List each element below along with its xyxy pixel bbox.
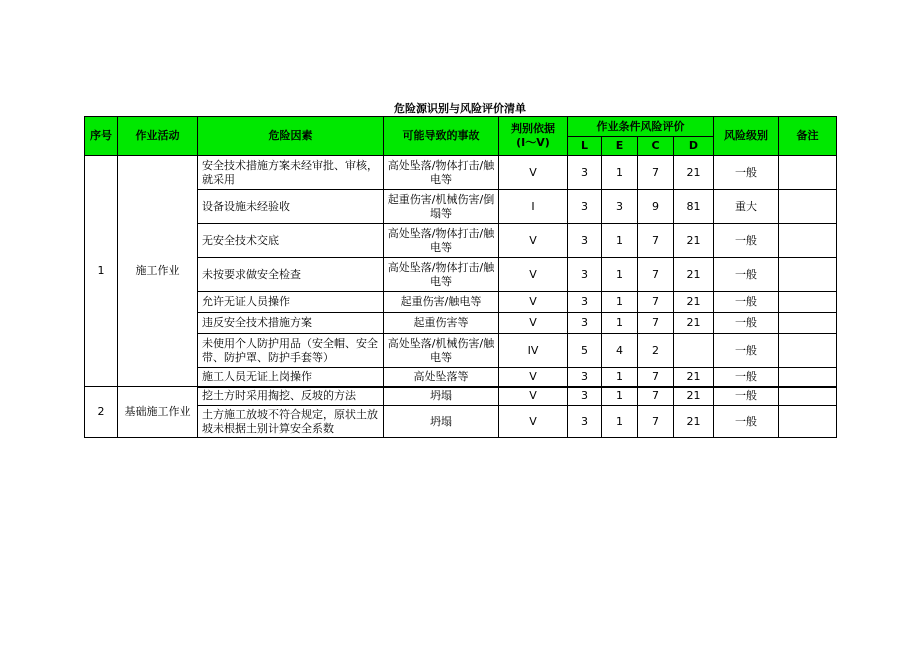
cell-D: 21 — [674, 387, 714, 406]
table-row — [85, 156, 837, 190]
header-level: 风险级别 — [714, 117, 779, 156]
cell-accident: 坍塌 — [384, 387, 499, 406]
cell-C: 7 — [638, 387, 674, 406]
cell-D: 21 — [674, 224, 714, 258]
cell-C: 2 — [638, 334, 674, 368]
cell-C: 7 — [638, 224, 674, 258]
cell-hazard: 无安全技术交底 — [198, 224, 384, 258]
table-row — [85, 292, 837, 313]
cell-level: 一般 — [714, 368, 779, 387]
cell-level: 一般 — [714, 387, 779, 406]
cell-hazard: 施工人员无证上岗操作 — [198, 368, 384, 387]
header-L: L — [568, 137, 602, 156]
cell-hazard: 土方施工放坡不符合规定，原状土放坡未根据土别计算安全系数 — [198, 406, 384, 438]
cell-basis: V — [499, 292, 568, 313]
cell-hazard: 挖土方时采用掏挖、反坡的方法 — [198, 387, 384, 406]
cell-basis: V — [499, 368, 568, 387]
cell-E: 4 — [602, 334, 638, 368]
cell-level: 一般 — [714, 406, 779, 438]
cell-level: 一般 — [714, 258, 779, 292]
header-conditions: 作业条件风险评价 — [568, 117, 714, 137]
page-title: 危险源识别与风险评价清单 — [394, 102, 526, 115]
cell-basis: V — [499, 156, 568, 190]
cell-D: 21 — [674, 258, 714, 292]
cell-E: 3 — [602, 190, 638, 224]
cell-remark — [779, 406, 837, 438]
cell-basis: I — [499, 190, 568, 224]
cell-D: 21 — [674, 313, 714, 334]
cell-basis: V — [499, 406, 568, 438]
cell-remark — [779, 156, 837, 190]
cell-remark — [779, 313, 837, 334]
header-D: D — [674, 137, 714, 156]
cell-level: 一般 — [714, 292, 779, 313]
table-row — [85, 406, 837, 438]
table-row — [85, 313, 837, 334]
cell-accident: 坍塌 — [384, 406, 499, 438]
header-basis-label: 判别依据 — [511, 122, 555, 135]
header-basis-range: (I～V) — [516, 136, 550, 149]
cell-L: 3 — [568, 313, 602, 334]
cell-E: 1 — [602, 258, 638, 292]
cell-C: 9 — [638, 190, 674, 224]
cell-L: 3 — [568, 368, 602, 387]
cell-seq: 1 — [85, 156, 118, 387]
cell-E: 1 — [602, 313, 638, 334]
cell-accident: 高处坠落/物体打击/触电等 — [384, 224, 499, 258]
cell-level: 重大 — [714, 190, 779, 224]
cell-D — [674, 334, 714, 368]
header-remark: 备注 — [779, 117, 837, 156]
cell-C: 7 — [638, 258, 674, 292]
cell-D: 21 — [674, 406, 714, 438]
header-E: E — [602, 137, 638, 156]
cell-D: 81 — [674, 190, 714, 224]
header-hazard: 危险因素 — [198, 117, 384, 156]
cell-remark — [779, 387, 837, 406]
cell-hazard: 设备设施未经验收 — [198, 190, 384, 224]
table-row — [85, 387, 837, 406]
header-basis — [499, 117, 568, 156]
cell-E: 1 — [602, 224, 638, 258]
cell-hazard: 违反安全技术措施方案 — [198, 313, 384, 334]
cell-seq: 2 — [85, 387, 118, 438]
header-C: C — [638, 137, 674, 156]
cell-E: 1 — [602, 292, 638, 313]
cell-remark — [779, 292, 837, 313]
cell-C: 7 — [638, 156, 674, 190]
cell-remark — [779, 368, 837, 387]
cell-L: 3 — [568, 156, 602, 190]
cell-hazard: 未使用个人防护用品（安全帽、安全带、防护罩、防护手套等） — [198, 334, 384, 368]
cell-hazard: 允许无证人员操作 — [198, 292, 384, 313]
cell-D: 21 — [674, 292, 714, 313]
cell-D: 21 — [674, 368, 714, 387]
cell-activity: 基础施工作业 — [118, 387, 198, 438]
cell-hazard: 未按要求做安全检查 — [198, 258, 384, 292]
header-seq: 序号 — [85, 117, 118, 156]
table-row — [85, 190, 837, 224]
cell-remark — [779, 190, 837, 224]
cell-accident: 高处坠落/机械伤害/触电等 — [384, 334, 499, 368]
cell-L: 3 — [568, 258, 602, 292]
cell-hazard: 安全技术措施方案未经审批、审核，就采用 — [198, 156, 384, 190]
cell-basis: IV — [499, 334, 568, 368]
cell-basis: V — [499, 224, 568, 258]
cell-C: 7 — [638, 313, 674, 334]
cell-accident: 起重伤害等 — [384, 313, 499, 334]
cell-L: 5 — [568, 334, 602, 368]
cell-accident: 高处坠落/物体打击/触电等 — [384, 258, 499, 292]
cell-activity: 施工作业 — [118, 156, 198, 387]
header-accident: 可能导致的事故 — [384, 117, 499, 156]
cell-L: 3 — [568, 224, 602, 258]
cell-accident: 高处坠落等 — [384, 368, 499, 387]
cell-E: 1 — [602, 368, 638, 387]
cell-accident: 高处坠落/物体打击/触电等 — [384, 156, 499, 190]
cell-basis: V — [499, 313, 568, 334]
cell-basis: V — [499, 258, 568, 292]
cell-level: 一般 — [714, 156, 779, 190]
table-row — [85, 334, 837, 368]
cell-C: 7 — [638, 368, 674, 387]
header-activity: 作业活动 — [118, 117, 198, 156]
cell-level: 一般 — [714, 224, 779, 258]
table-row — [85, 368, 837, 387]
cell-accident: 起重伤害/触电等 — [384, 292, 499, 313]
cell-C: 7 — [638, 292, 674, 313]
table-body — [85, 156, 837, 438]
cell-L: 3 — [568, 387, 602, 406]
cell-remark — [779, 334, 837, 368]
cell-accident: 起重伤害/机械伤害/倒塌等 — [384, 190, 499, 224]
cell-E: 1 — [602, 387, 638, 406]
cell-basis: V — [499, 387, 568, 406]
cell-remark — [779, 258, 837, 292]
cell-E: 1 — [602, 156, 638, 190]
cell-remark — [779, 224, 837, 258]
cell-L: 3 — [568, 406, 602, 438]
table-row — [85, 258, 837, 292]
cell-level: 一般 — [714, 313, 779, 334]
risk-table — [84, 116, 837, 438]
cell-level: 一般 — [714, 334, 779, 368]
cell-D: 21 — [674, 156, 714, 190]
cell-C: 7 — [638, 406, 674, 438]
cell-E: 1 — [602, 406, 638, 438]
cell-L: 3 — [568, 190, 602, 224]
table-row — [85, 224, 837, 258]
cell-L: 3 — [568, 292, 602, 313]
